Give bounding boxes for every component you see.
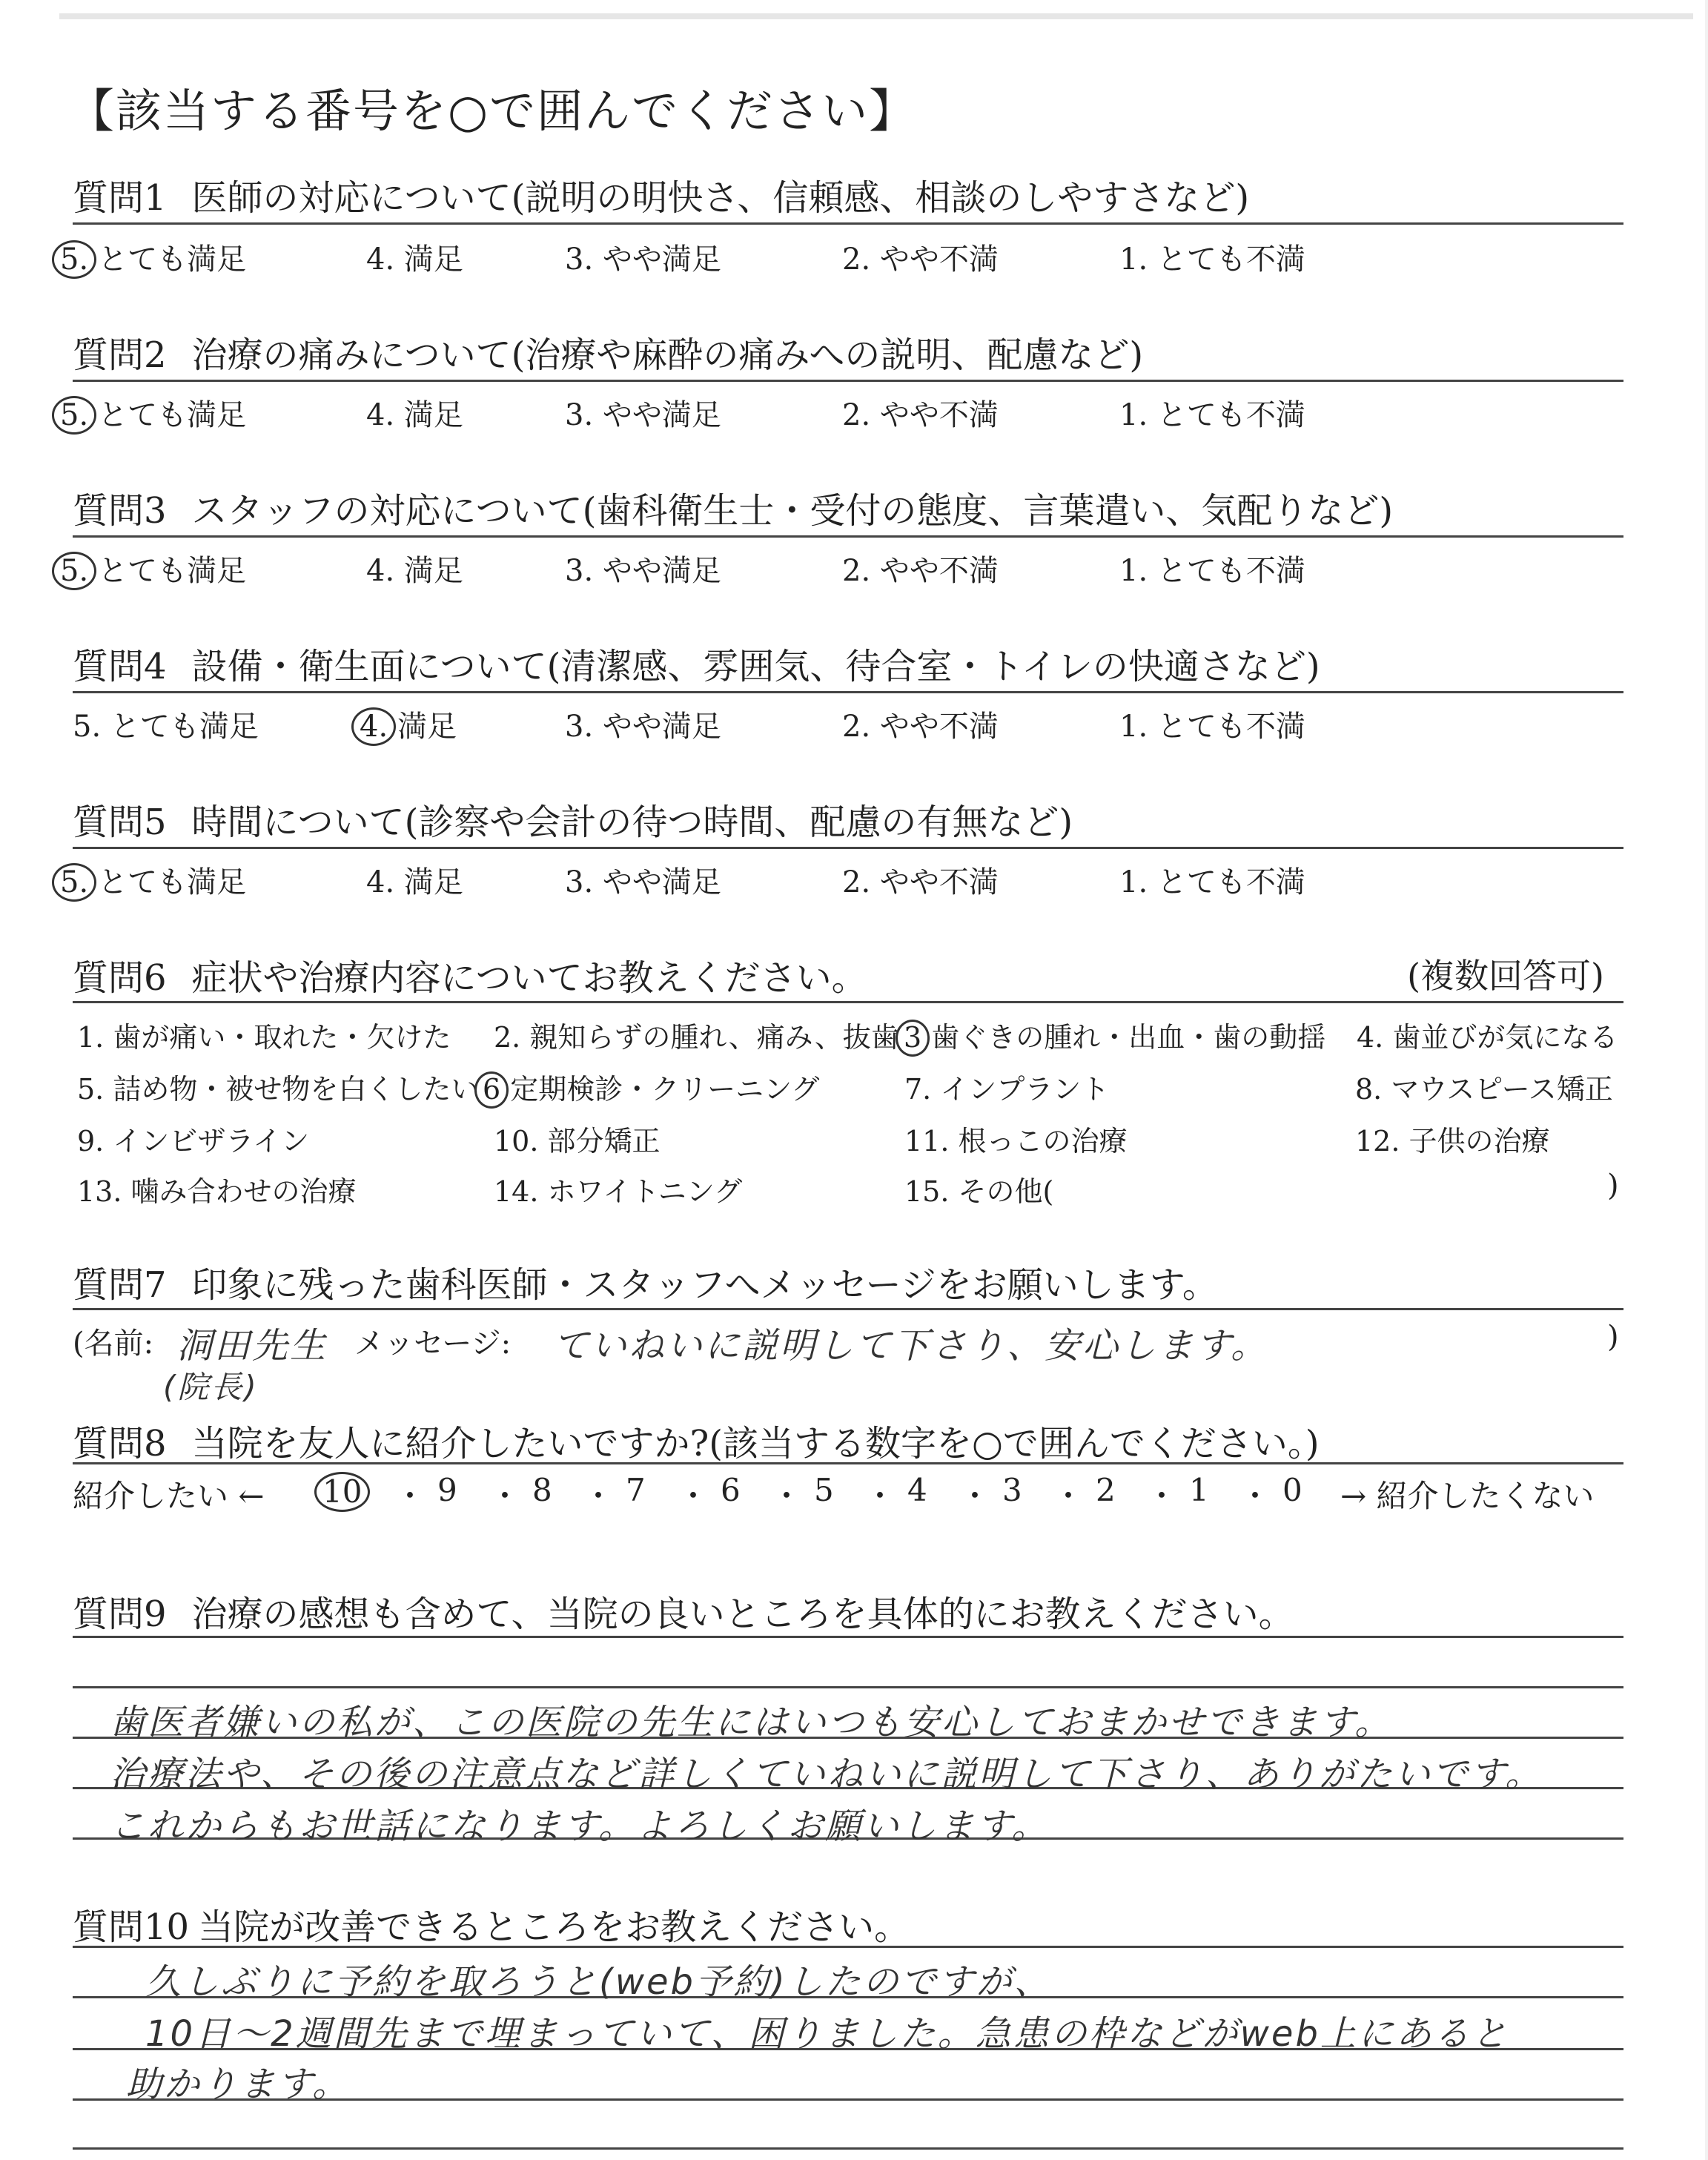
scale-7[interactable]: 7 bbox=[626, 1472, 646, 1508]
scale-4[interactable]: 4 bbox=[907, 1472, 927, 1508]
scale-5[interactable]: 5 bbox=[814, 1472, 834, 1508]
divider bbox=[73, 847, 1623, 849]
scale-dot: ・ bbox=[864, 1478, 896, 1514]
q7-message-label: メッセージ: bbox=[354, 1327, 512, 1361]
scale-3[interactable]: 3 bbox=[1002, 1472, 1022, 1508]
q6-option-15[interactable]: 15. その他( bbox=[904, 1175, 1054, 1208]
scale-dot: ・ bbox=[678, 1478, 709, 1514]
divider bbox=[73, 222, 1623, 225]
recommend-left-label: 紹介したい ← bbox=[73, 1478, 265, 1514]
selected-circle: 4. bbox=[351, 707, 396, 746]
scale-dot: ・ bbox=[489, 1478, 521, 1514]
q1-option-4[interactable]: 4. 満足 bbox=[366, 242, 463, 277]
q7-name-value[interactable]: 洞田先生 bbox=[176, 1325, 328, 1367]
q5-option-3[interactable]: 3. やや満足 bbox=[565, 865, 721, 899]
answer-line bbox=[73, 1686, 1623, 1688]
q6-option-6[interactable]: 6 定期検診・クリーニング bbox=[474, 1066, 819, 1109]
q6-option-5[interactable]: 5. 詰め物・被せ物を白くしたい bbox=[77, 1073, 480, 1106]
question-6-title: 質問6 症状や治療内容についてお教えください。 bbox=[73, 957, 867, 999]
q4-option-3[interactable]: 3. やや満足 bbox=[565, 710, 721, 744]
scale-dot: ・ bbox=[1146, 1478, 1178, 1514]
selected-circle: 10 bbox=[314, 1472, 370, 1512]
q7-name-label: (名前: bbox=[73, 1327, 154, 1361]
selected-circle: 5. bbox=[52, 552, 96, 590]
q5-option-4[interactable]: 4. 満足 bbox=[366, 865, 463, 899]
q10-answer-line-2[interactable]: 10日〜2週間先まで埋まっていて、困りました。急患の枠などがweb上にあると bbox=[145, 2013, 1509, 2055]
question-9-title: 質問9 治療の感想も含めて、当院の良いところを具体的にお教えください。 bbox=[73, 1593, 1294, 1635]
scale-dot: ・ bbox=[1053, 1478, 1085, 1514]
question-2-title: 質問2 治療の痛みについて(治療や麻酔の痛みへの説明、配慮など) bbox=[73, 334, 1144, 376]
q6-option-12[interactable]: 12. 子供の治療 bbox=[1355, 1125, 1550, 1157]
q6-option-10[interactable]: 10. 部分矯正 bbox=[494, 1125, 661, 1157]
question-1-title bbox=[73, 169, 1249, 220]
q1-option-5[interactable]: 5. とても満足 bbox=[52, 236, 246, 279]
divider bbox=[73, 691, 1623, 693]
multiple-answers-note: (複数回答可) bbox=[1407, 956, 1604, 996]
q10-answer-line-3[interactable]: 助かります。 bbox=[126, 2064, 351, 2105]
q3-option-4[interactable]: 4. 満足 bbox=[366, 554, 463, 588]
scan-right-edge bbox=[1705, 0, 1708, 2160]
q6-option-1[interactable]: 1. 歯が痛い・取れた・欠けた bbox=[77, 1021, 451, 1054]
q10-answer-line-1[interactable]: 久しぶりに予約を取ろうと(web予約)したのですが、 bbox=[145, 1961, 1052, 2003]
q3-option-2[interactable]: 2. やや不満 bbox=[842, 554, 999, 588]
q6-option-14[interactable]: 14. ホワイトニング bbox=[494, 1175, 743, 1208]
divider bbox=[73, 1462, 1623, 1464]
scale-8[interactable]: 8 bbox=[532, 1472, 552, 1508]
scale-0[interactable]: 0 bbox=[1282, 1472, 1302, 1508]
scale-6[interactable]: 6 bbox=[721, 1472, 741, 1508]
q9-answer-line-2[interactable]: 治療法や、その後の注意点など詳しくていねいに説明して下さり、ありがたいです。 bbox=[110, 1754, 1543, 1795]
q6-option-2[interactable]: 2. 親知らずの腫れ、痛み、抜歯 bbox=[494, 1021, 899, 1054]
question-4-title: 質問4 設備・衛生面について(清潔感、雰囲気、待合室・トイレの快適さなど) bbox=[73, 646, 1320, 687]
q7-name-sub: (院長) bbox=[163, 1369, 259, 1405]
scan-edge bbox=[59, 13, 1693, 19]
divider bbox=[73, 1308, 1623, 1310]
q6-option-9[interactable]: 9. インビザライン bbox=[77, 1125, 310, 1157]
question-5-title: 質問5 時間について(診察や会計の待つ時間、配慮の有無など) bbox=[73, 802, 1073, 843]
recommend-right-label: → 紹介したくない bbox=[1340, 1478, 1595, 1514]
divider bbox=[73, 1636, 1623, 1638]
q6-option-13[interactable]: 13. 噛み合わせの治療 bbox=[77, 1175, 357, 1208]
q4-option-4[interactable]: 4. 満足 bbox=[351, 703, 457, 746]
answer-line bbox=[73, 2147, 1623, 2150]
q6-other-close-paren: ) bbox=[1607, 1169, 1619, 1203]
q3-option-1[interactable]: 1. とても不満 bbox=[1119, 554, 1305, 588]
divider bbox=[73, 1946, 1623, 1948]
q5-option-2[interactable]: 2. やや不満 bbox=[842, 865, 999, 899]
selected-circle: 6 bbox=[474, 1071, 509, 1109]
selected-circle: 3 bbox=[896, 1020, 930, 1057]
question-7-title: 質問7 印象に残った歯科医師・スタッフへメッセージをお願いします。 bbox=[73, 1264, 1218, 1306]
q2-option-4[interactable]: 4. 満足 bbox=[366, 398, 463, 432]
scale-9[interactable]: 9 bbox=[437, 1472, 457, 1508]
q2-option-2[interactable]: 2. やや不満 bbox=[842, 398, 999, 432]
q9-answer-line-1[interactable]: 歯医者嫌いの私が、この医院の先生にはいつも安心しておまかせできます。 bbox=[110, 1702, 1393, 1743]
q6-option-3[interactable]: 3 歯ぐきの腫れ・出血・歯の動揺 bbox=[896, 1014, 1325, 1057]
divider bbox=[73, 535, 1623, 538]
question-number: 質問1 bbox=[73, 177, 167, 219]
scale-10[interactable] bbox=[314, 1472, 371, 1512]
q2-option-1[interactable]: 1. とても不満 bbox=[1119, 398, 1305, 432]
page-heading: 【該当する番号を○で囲んでください】 bbox=[68, 84, 917, 138]
q7-close-paren: ) bbox=[1607, 1320, 1619, 1354]
q6-option-11[interactable]: 11. 根っこの治療 bbox=[904, 1125, 1128, 1157]
selected-circle: 5. bbox=[52, 240, 96, 279]
q6-option-8[interactable]: 8. マウスピース矯正 bbox=[1355, 1073, 1613, 1106]
scale-2[interactable]: 2 bbox=[1096, 1472, 1116, 1508]
q3-option-3[interactable]: 3. やや満足 bbox=[565, 554, 721, 588]
question-10-title: 質問10 当院が改善できるところをお教えください。 bbox=[73, 1906, 910, 1948]
q3-option-5[interactable]: 5. とても満足 bbox=[52, 547, 246, 590]
divider bbox=[73, 1001, 1623, 1003]
q7-message-value[interactable]: ていねいに説明して下さり、安心します。 bbox=[553, 1325, 1269, 1367]
q5-option-1[interactable]: 1. とても不満 bbox=[1119, 865, 1305, 899]
q6-option-7[interactable]: 7. インプラント bbox=[904, 1073, 1110, 1106]
scale-dot: ・ bbox=[583, 1478, 615, 1514]
q4-option-1[interactable]: 1. とても不満 bbox=[1119, 710, 1305, 744]
scale-dot: ・ bbox=[771, 1478, 803, 1514]
q6-option-4[interactable]: 4. 歯並びが気になる bbox=[1357, 1021, 1618, 1054]
q4-option-2[interactable]: 2. やや不満 bbox=[842, 710, 999, 744]
scale-dot: ・ bbox=[394, 1478, 426, 1514]
q2-option-5[interactable]: 5. とても満足 bbox=[52, 392, 246, 435]
q5-option-5[interactable]: 5. とても満足 bbox=[52, 859, 246, 902]
scale-dot: ・ bbox=[959, 1478, 991, 1514]
scale-1[interactable]: 1 bbox=[1189, 1472, 1209, 1508]
question-text: 医師の対応について(説明の明快さ、信頼感、相談のしやすさなど) bbox=[191, 177, 1250, 219]
question-8-title: 質問8 当院を友人に紹介したいですか?(該当する数字を○で囲んでください。) bbox=[73, 1423, 1320, 1464]
q1-option-2[interactable]: 2. やや不満 bbox=[842, 242, 999, 277]
divider bbox=[73, 380, 1623, 382]
q1-option-3[interactable]: 3. やや満足 bbox=[565, 242, 721, 277]
q2-option-3[interactable]: 3. やや満足 bbox=[565, 398, 721, 432]
q9-answer-line-3[interactable]: これからもお世話になります。よろしくお願いします。 bbox=[110, 1806, 1050, 1847]
scale-dot: ・ bbox=[1239, 1478, 1271, 1514]
selected-circle: 5. bbox=[52, 396, 96, 435]
q1-option-1[interactable]: 1. とても不満 bbox=[1119, 242, 1305, 277]
question-3-title: 質問3 スタッフの対応について(歯科衛生士・受付の態度、言葉遣い、気配りなど) bbox=[73, 490, 1394, 532]
q4-option-5[interactable]: 5. とても満足 bbox=[73, 710, 259, 744]
selected-circle: 5. bbox=[52, 863, 96, 902]
